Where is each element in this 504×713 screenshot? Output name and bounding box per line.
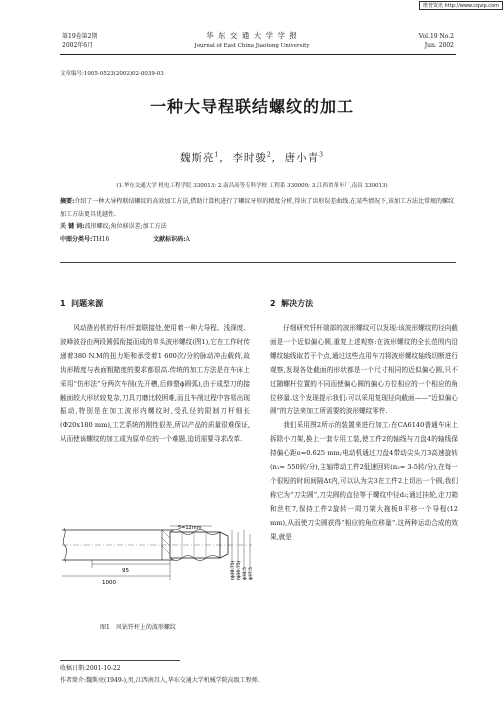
dimension-label: 95 — [122, 568, 129, 574]
section-title: 问题来源 — [71, 299, 104, 308]
author-list: 魏斯亮$^1$, 李时骏$^2$, 唐小青$^3$ — [179, 151, 324, 164]
abstract — [60, 196, 458, 221]
keywords-label: 关 键 词: — [60, 223, 85, 230]
clc-label: 中图分类号: — [60, 235, 93, 243]
author-name: 魏斯亮 — [179, 152, 215, 164]
dimension-label: ϕ34.5 — [243, 567, 248, 580]
header-date-cn: 2002年6月 — [62, 42, 94, 49]
section-number: 2 — [270, 299, 276, 308]
abstract-text: 介绍了一种大导程联结螺纹的高效加工方法,借助计算机进行了螺纹牙形的精度分析,得出了齿形误差曲线.在某些情况下,该加工方法比常规的螺纹加工方法更具优越性. — [60, 198, 455, 218]
header-journal-cn: 华 东 交 通 大 学 学 报 — [206, 31, 298, 40]
figure-caption: 图1 风钻钎杆上的波形螺纹 — [100, 624, 176, 631]
header-date-en: Jun. 2002 — [424, 42, 454, 49]
doc-code: A — [185, 235, 190, 243]
footnote-rule — [60, 660, 180, 661]
header-journal-en: Journal of East China Jiaotong University — [194, 43, 310, 49]
dimension-label: 5=12mm — [178, 525, 202, 531]
author-name: 唐小青 — [284, 152, 320, 164]
paragraph: 风动凿岩机的钎杆/钎套联接处,使用着一种大导程、浅深度、波峰波谷由两段圆弧衔接而成的单头波形螺纹(图1),它在工作时传递着380 N.M的扭力矩和承受着1 600次/分的脉动冲击载荷,故齿形精度与表面粗糙度的要求都很高.传统的加工方法是在车床上采用“仿形法”分两次车削(先开槽,后修整ϕ圆弧),由于成型刀的接触面较大形状较复杂,刀具刀磨比较困难,而且车削过程中容易出现振动,特别是在加工波形内螺纹时,受孔径的限制刀杆细长(Φ20x180 mm),工艺系统的刚性很差,所以产品的质量很难保证,从而使该螺纹的加工成为原单位的一个难题,迫切需要寻求改革. — [60, 324, 250, 444]
paragraph: 我们采用图2所示的装置来进行加工:在CA6140普通车床上拆除小刀架,换上一套专用工装,使工件2的轴线与刀盘4的轴线保持偏心距e=0.625 mm;电动机通过刀盘4带动尖头刀3高速旋转(n₁= 550转/分),主轴带动工件2低速回转(n₂= 3-5转/分),在每一个很短的时间间隔Δt内,可以认为尖3在工件2上切出一个圆,我们称它为“刀尖圆”,刀尖圆的直径等于螺纹中径d₂;通过挂轮,走刀箱和丝杠7,保持工件2旋转一周刀架大拖板8平移一个导程(12 mm),从而使刀尖圆获得“相应的角位移量”.这两种运动合成的效果,就是 — [270, 421, 458, 541]
keywords-text: 波形螺纹;角位移误差;加工方法 — [84, 223, 167, 230]
classification — [60, 234, 458, 247]
paper-title: 一种大导程联结螺纹的加工 — [149, 97, 354, 116]
section-number: 1 — [60, 299, 66, 308]
abstract-block — [60, 196, 458, 246]
thread-drawing — [62, 520, 252, 590]
dimension-label: (ϕ38.75) — [231, 560, 236, 580]
watermark: 维普资讯 http://www.cqvip.com — [419, 1, 503, 10]
author-affiliation-mark: 1 — [214, 151, 220, 159]
keywords — [60, 221, 458, 234]
author-affiliation-mark: 2 — [266, 151, 272, 159]
header-rule — [60, 54, 456, 55]
paragraph: 仔细研究钎杆端部的波形螺纹可以发现:该波形螺纹的径向截面是一个近似偏心圆,重复上述观察:在波形螺纹的全长范围内沿螺纹轴线取若干个点,通过这些点用车刀将波形螺纹轴线切断进行观察,发现各处截面的形状都是一个尺寸相同的近似偏心圆,只不过随螺杆位置的不同而使偏心圆的偏心方位相应的一个相应的角位移量.这个发现提示我们:可以采用复现径向截面——“近似偏心圆”的方法来加工所需要的波形螺纹零件. — [270, 324, 458, 416]
left-column-text — [60, 322, 250, 447]
author-name: 李时骏 — [232, 152, 267, 164]
section-heading-1 — [60, 298, 103, 309]
header-volume-en: Vol.19 No.2 — [418, 33, 454, 40]
section-title: 解决方法 — [281, 299, 314, 308]
dimension-label: (ϕ30.75) — [237, 560, 242, 580]
footnote-author-bio: 作者简介:魏斯亮(1949-),男,江西南昌人,华东交通大学机械学院高级工程师. — [60, 677, 260, 684]
author-affiliation-mark: 3 — [319, 151, 324, 159]
header-volume-cn: 第19卷第2期 — [62, 33, 98, 40]
section-heading-2 — [270, 298, 313, 309]
doc-code-label: 文献标识码: — [153, 235, 186, 243]
dimension-label: 1000 — [102, 580, 116, 586]
clc-code: TH16 — [92, 235, 110, 243]
abstract-rule — [60, 262, 456, 263]
abstract-label: 摘要: — [60, 198, 75, 205]
footnote-received: 收稿日期:2001-10-22 — [60, 665, 121, 672]
article-number: 文章编号:1005-0523(2002)02-0039-03 — [60, 71, 164, 77]
dimension-label: ϕ37.5 — [249, 567, 254, 580]
affiliation: (1.华东交通大学 机电工程学院 330013; 2.南昌高等专科学校 工程系 330009; 3.江西省革车厂,南昌 330013) — [116, 183, 388, 189]
right-column-text — [270, 322, 458, 545]
